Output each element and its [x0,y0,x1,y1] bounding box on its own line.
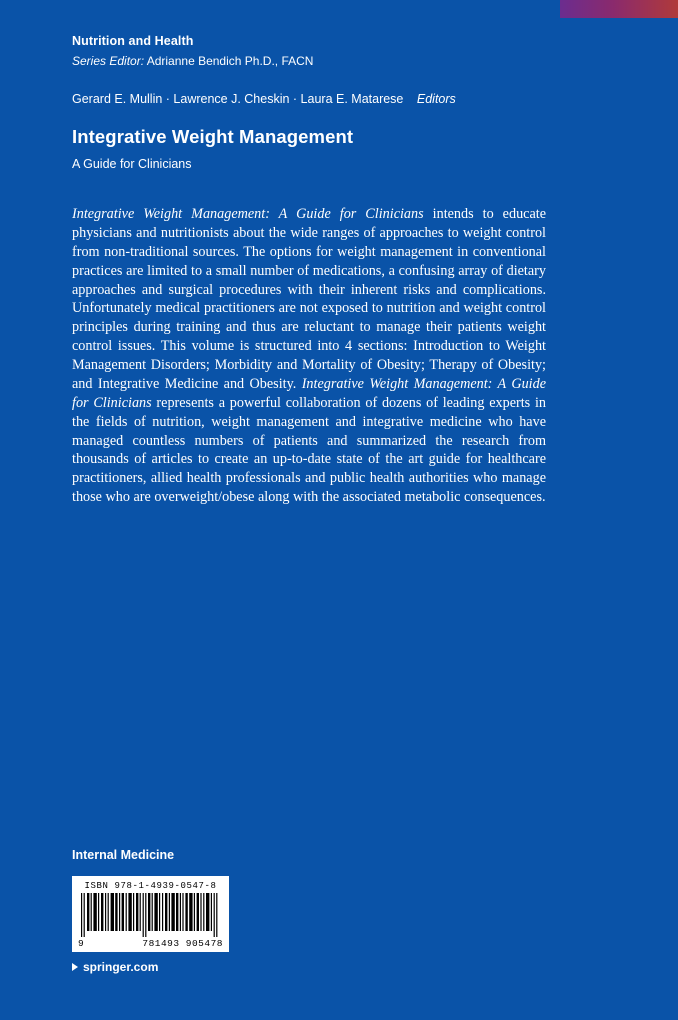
blurb-paragraph-2: represents a powerful collaboration of dozens of leading experts in the fields of nutrition, weight management and integrative medicine who have managed countless numbers of patients and summarized the research from thousands of articles to create an up-to-date state of the art guide for healthcare practitioners, allied health professionals and public health authorities who manage those who are overweight/obese along with the associated metabolic consequences. [72,394,546,506]
top-color-strip [560,0,678,18]
isbn-text: ISBN 978-1-4939-0547-8 [84,881,217,891]
series-editor-name: Adrianne Bendich Ph.D., FACN [146,54,314,68]
barcode [72,876,229,952]
blurb-paragraph-1: intends to educate physicians and nutritionists about the wide ranges of approaches to weight control from non-traditional sources. The options for weight management in conventional practices are limited to a small number of medications, a confusing array of dietary approaches and surgical procedures with their inherent risks and complications. Unfortunately medical practitioners are not exposed to nutrition and weight control principles during training and thus are reluctant to manage their patients weight control issues. This volume is structured into 4 sections: Introduction to Weight Management Disorders; Morbidity and Mortality of Obesity; Therapy of Obesity; and Integrative Medicine and Obesity. [72,206,546,392]
subject-category: Internal Medicine [72,848,175,862]
series-name: Nutrition and Health [72,34,194,48]
ean-main-digits: 781493 905478 [142,938,223,949]
blurb-mid-title: Integrative Weight Management: A Guide for Clinicians [72,375,546,411]
page-title: Integrative Weight Management [72,126,354,147]
editors-names: Gerard E. Mullin · Lawrence J. Cheskin · Laura E. Matarese [72,92,404,106]
barcode-bars-icon [81,893,220,937]
cover-text-block [72,34,550,507]
editors-line [72,92,550,106]
publisher-label: springer.com [83,960,159,974]
ean-digits [72,937,229,949]
publisher-link[interactable] [72,960,158,974]
book-subtitle: A Guide for Clinicians [72,157,192,171]
blurb-lead-title: Integrative Weight Management: A Guide for Clinicians [72,206,424,222]
series-editor-label: Series Editor: [72,54,145,68]
triangle-icon [72,963,78,971]
ean-left-digit: 9 [78,938,85,949]
back-cover-blurb [72,205,546,507]
series-editor-line [72,54,550,68]
editors-role-label: Editors [416,92,456,106]
